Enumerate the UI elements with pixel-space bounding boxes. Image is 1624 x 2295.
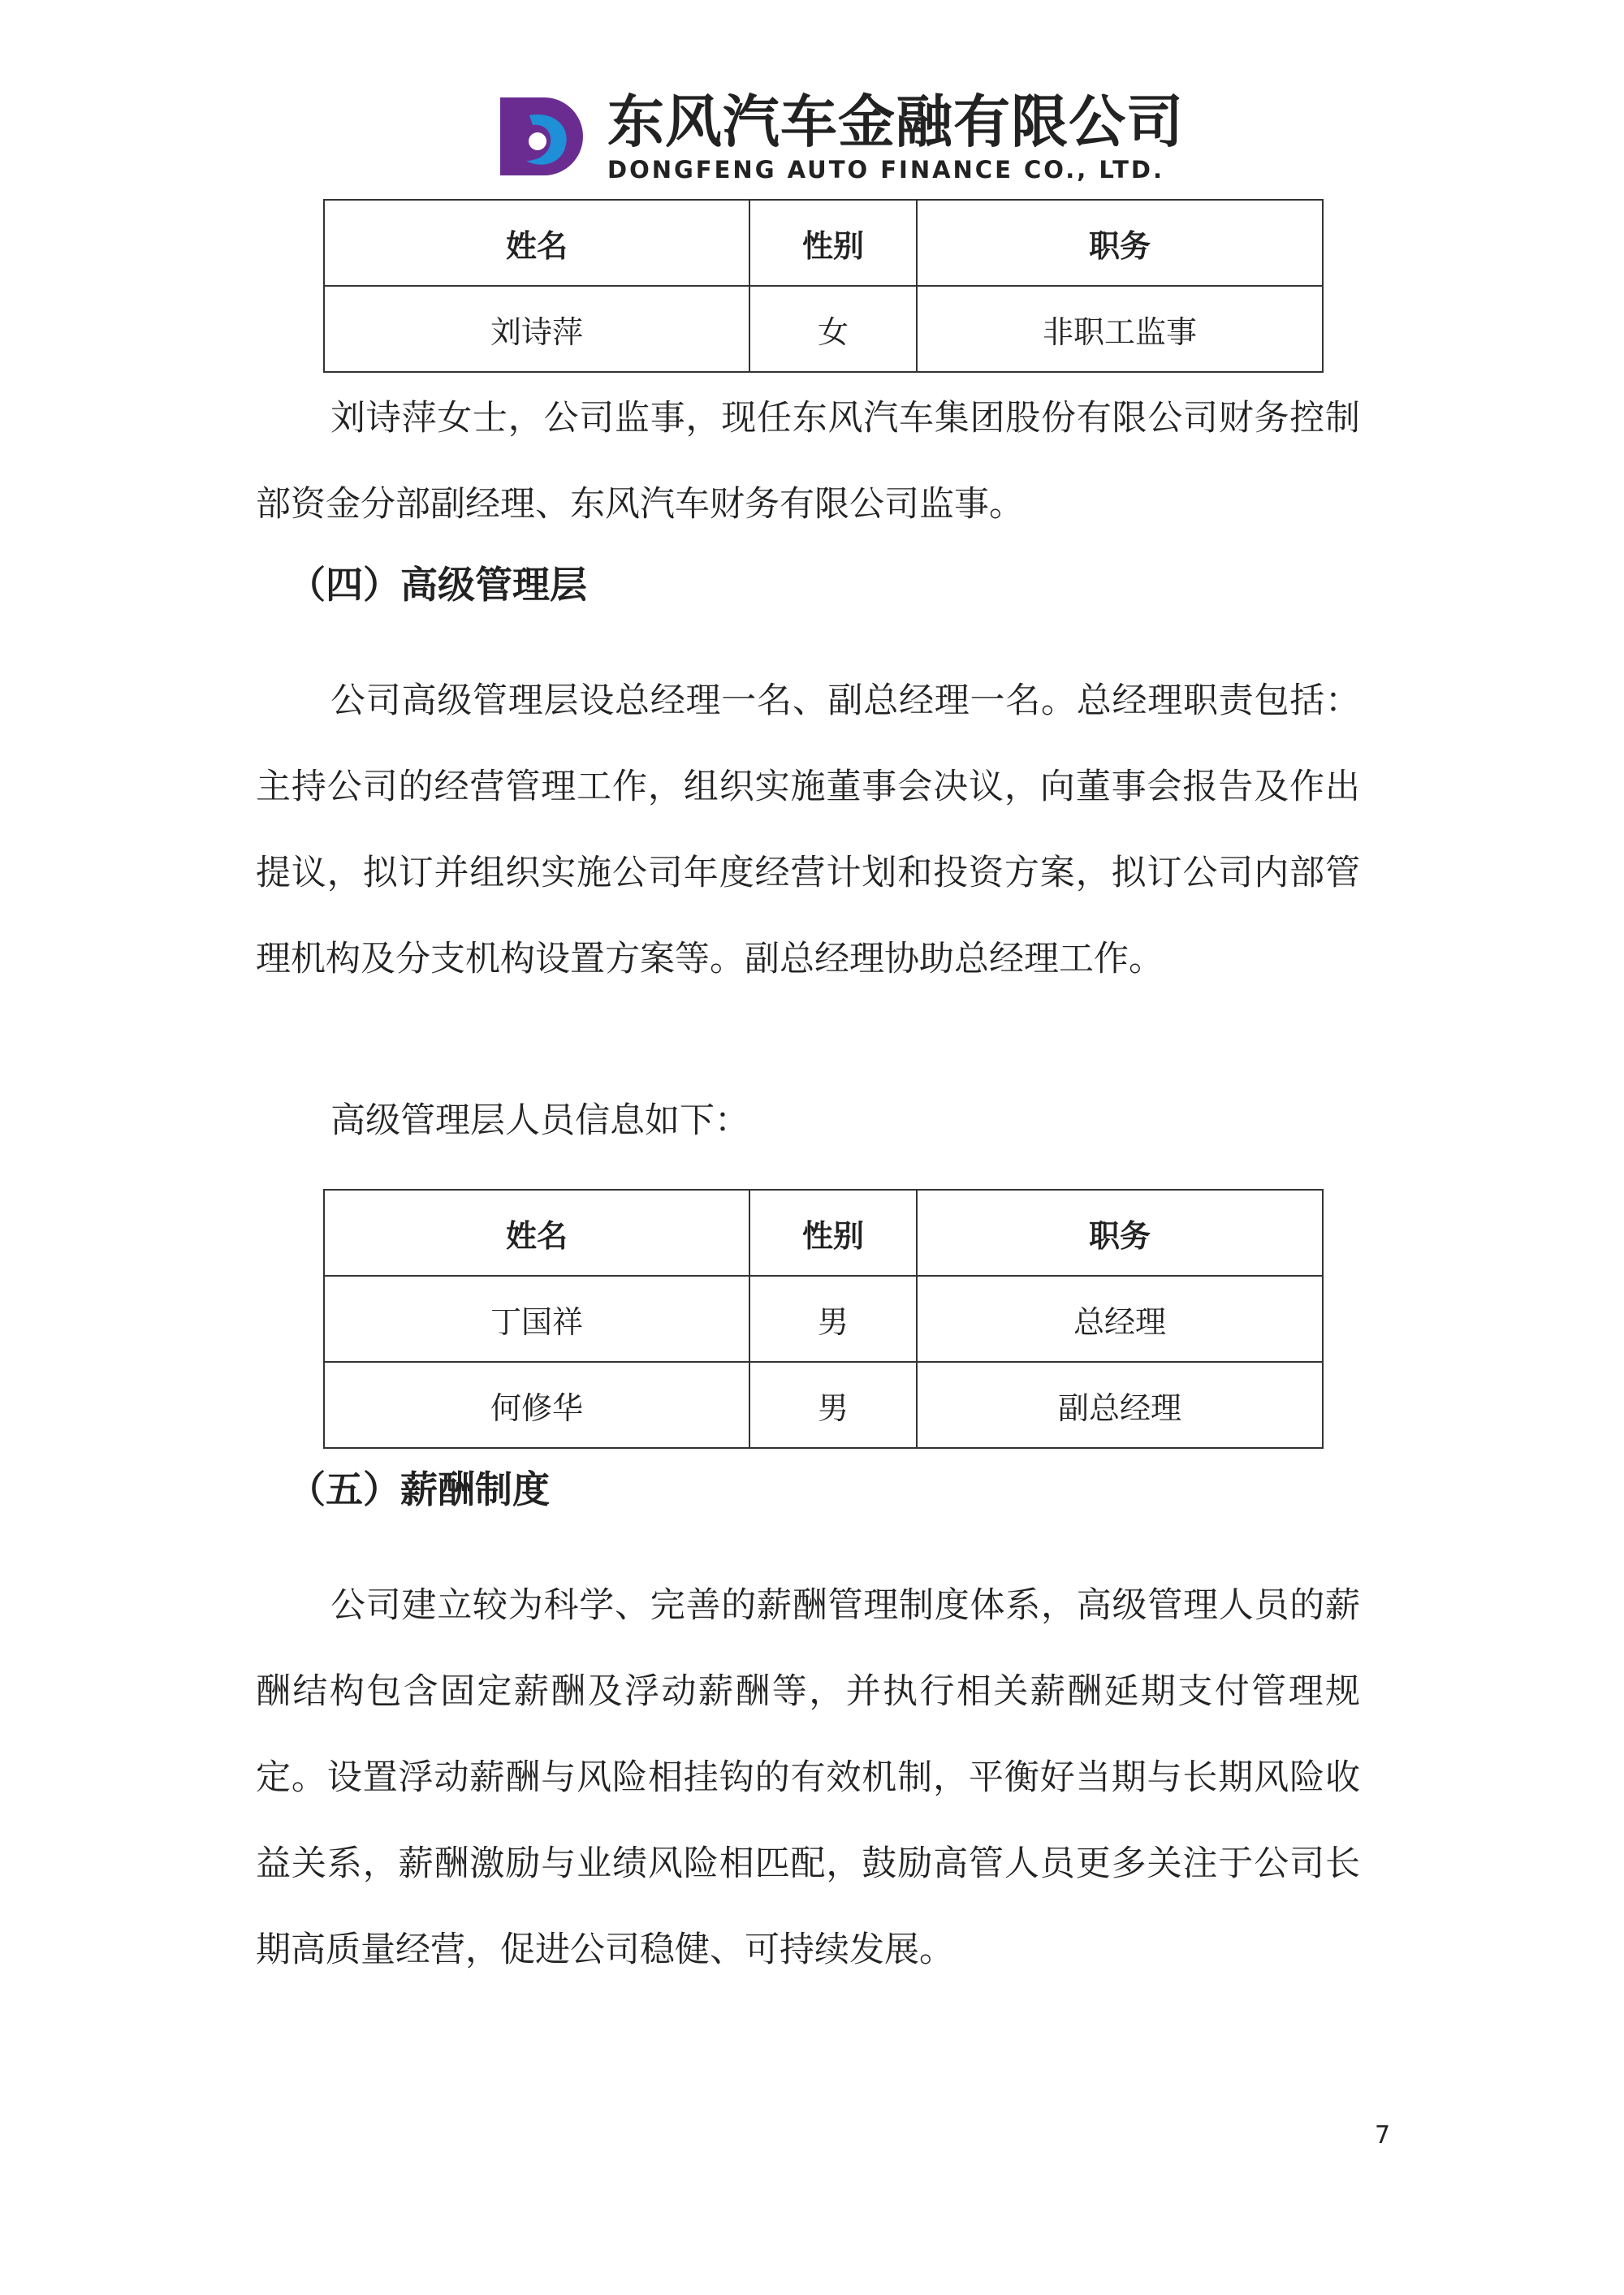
dongfeng-logo-icon [497,91,588,182]
cell-gender: 男 [749,1276,917,1362]
company-logo [497,91,1184,182]
section5-paragraph: 公司建立较为科学、完善的薪酬管理制度体系，高级管理人员的薪酬结构包含固定薪酬及浮动薪酬等，并执行相关薪酬延期支付管理规定。设置浮动薪酬与风险相挂钩的有效机制，平衡好当期与长期风险收益关系，薪酬激励与业绩风险相匹配，鼓励高管人员更多关注于公司长期高质量经营，促进公司稳健、可持续发展。 [256,1585,1360,1970]
management-table [323,1189,1324,1449]
supervisor-table [323,199,1324,373]
table-header-row [324,200,1323,286]
section4-paragraph: 公司高级管理层设总经理一名、副总经理一名。总经理职责包括：主持公司的经营管理工作，组织实施董事会决议，向董事会报告及作出提议，拟订并组织实施公司年度经营计划和投资方案，拟订公司内部管理机构及分支机构设置方案等。副总经理协助总经理工作。 [256,681,1360,979]
table-row [324,1362,1323,1448]
supervisor-bio: 刘诗萍女士，公司监事，现任东风汽车集团股份有限公司财务控制部资金分部副经理、东风汽车财务有限公司监事。 [256,398,1360,525]
cell-name: 丁国祥 [324,1276,749,1362]
section4-intro: 高级管理层人员信息如下： [330,1100,749,1141]
cell-gender: 女 [749,286,917,372]
cell-position: 非职工监事 [917,286,1323,372]
section5-heading: （五）薪酬制度 [288,1467,550,1511]
table-row [324,1276,1323,1362]
header-gender: 性别 [749,1190,917,1276]
header-gender: 性别 [749,200,917,286]
company-name-cn: 东风汽车金融有限公司 [607,89,1184,155]
cell-gender: 男 [749,1362,917,1448]
header-name: 姓名 [324,1190,749,1276]
page-number: 7 [1375,2121,1391,2150]
cell-position: 总经理 [917,1276,1323,1362]
header-position: 职务 [917,200,1323,286]
table-row [324,286,1323,372]
company-name-en: DONGFENG AUTO FINANCE CO., LTD. [607,156,1164,184]
header-position: 职务 [917,1190,1323,1276]
cell-position: 副总经理 [917,1362,1323,1448]
cell-name: 何修华 [324,1362,749,1448]
section4-heading: （四）高级管理层 [288,563,587,607]
table-header-row [324,1190,1323,1276]
header-name: 姓名 [324,200,749,286]
cell-name: 刘诗萍 [324,286,749,372]
